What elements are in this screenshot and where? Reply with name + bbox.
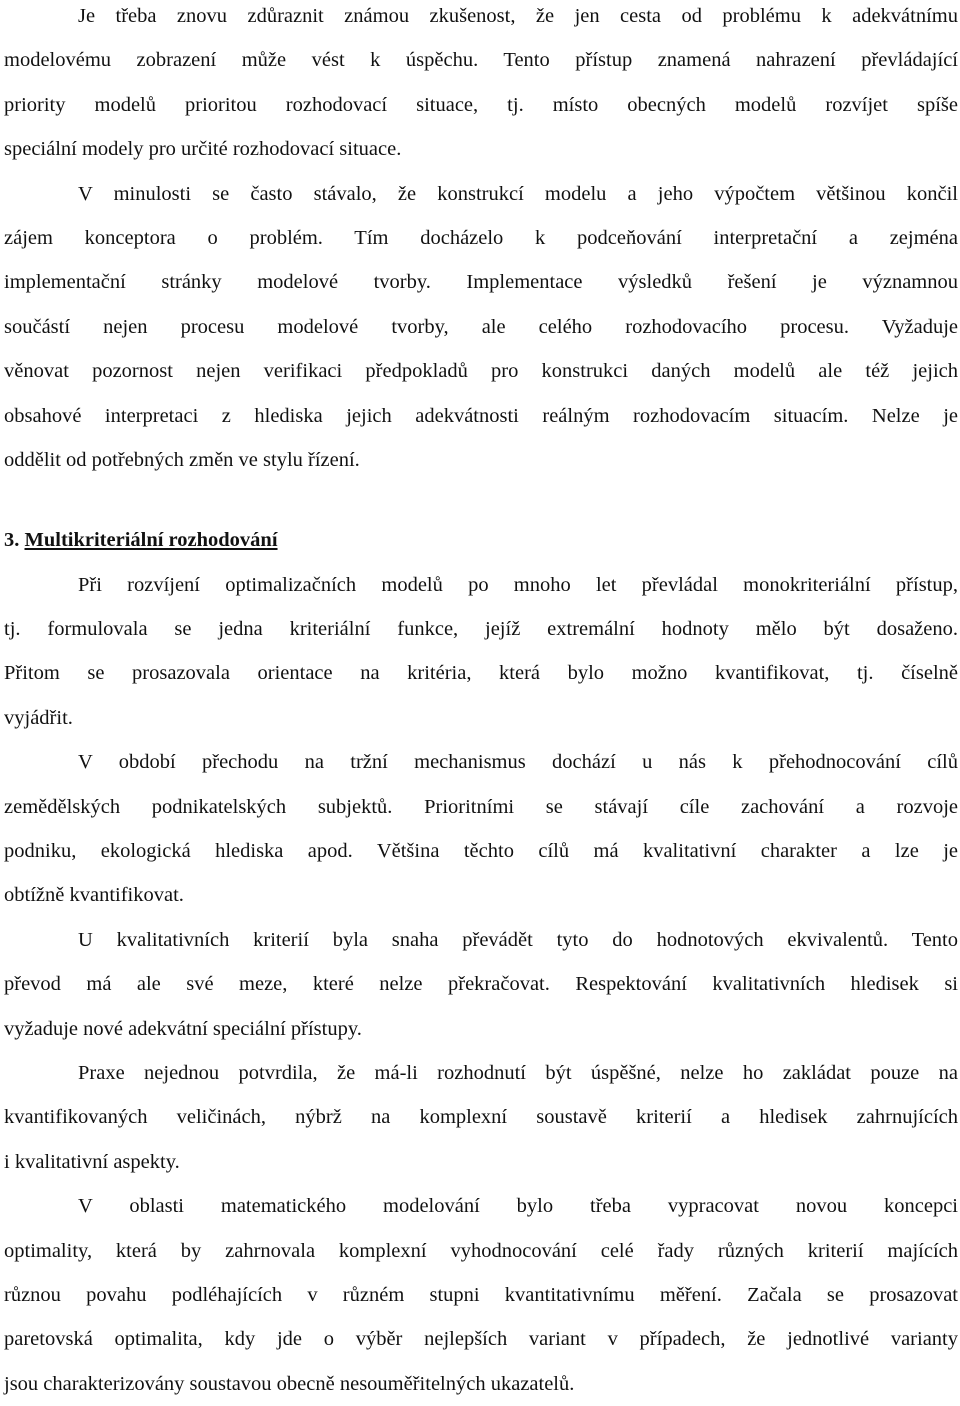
text-line: vyžaduje nové adekvátní speciální přístupy. [4, 1017, 362, 1040]
text-line: vyjádřit. [4, 706, 73, 729]
paragraph-past [4, 172, 958, 483]
paragraph-transition [4, 740, 958, 918]
document-page [4, 0, 958, 1406]
text-line: paretovská optimalita, kdy jde o výběr nejlepších variant v případech, že jednotlivé varianty [4, 1328, 958, 1351]
section-heading [4, 518, 958, 562]
paragraph-optim [4, 563, 958, 741]
text-line: tj. formulovala se jedna kriteriální funkce, jejíž extremální hodnoty mělo být dosaženo. [4, 618, 958, 641]
text-line: obsahové interpretaci z hlediska jejich adekvátnosti reálným rozhodovacím situacím. Nelze je [4, 404, 958, 427]
text-line: kvantifikovaných veličinách, nýbrž na komplexní soustavě kriterií a hledisek zahrnujících [4, 1106, 958, 1129]
text-line: oddělit od potřebných změn ve stylu řízení. [4, 448, 360, 471]
text-line: speciální modely pro určité rozhodovací situace. [4, 138, 402, 161]
paragraph-qualitative [4, 918, 958, 1051]
text-line: i kvalitativní aspekty. [4, 1150, 180, 1173]
text-line: modelovému zobrazení může vést k úspěchu. Tento přístup znamená nahrazení převládající [4, 49, 958, 72]
text-line: jsou charakterizovány soustavou obecně nesouměřitelných ukazatelů. [4, 1372, 575, 1395]
text-line: U kvalitativních kriterií byla snaha převádět tyto do hodnotových ekvivalentů. Tento [78, 928, 958, 951]
text-line: obtížně kvantifikovat. [4, 884, 184, 907]
text-line: priority modelů prioritou rozhodovací situace, tj. místo obecných modelů rozvíjet spíše [4, 93, 958, 116]
text-line: různou povahu podléhajících v různém stupni kvantitativnímu měření. Začala se prosazovat [4, 1283, 958, 1306]
text-line: Při rozvíjení optimalizačních modelů po mnoho let převládal monokriteriální přístup, [78, 573, 958, 596]
text-line: implementační stránky modelové tvorby. Implementace výsledků řešení je významnou [4, 271, 958, 294]
paragraph-practice [4, 1051, 958, 1184]
text-line: věnovat pozornost nejen verifikaci předpokladů pro konstrukci daných modelů ale též jejich [4, 360, 958, 383]
text-line: V minulosti se často stávalo, že konstrukcí modelu a jeho výpočtem většinou končil [78, 182, 958, 205]
paragraph-intro [4, 0, 958, 172]
text-line: podniku, ekologická hlediska apod. Většina těchto cílů má kvalitativní charakter a lze je [4, 840, 958, 863]
section-title: Multikriteriální rozhodování [24, 529, 278, 552]
text-line: V oblasti matematického modelování bylo třeba vypracovat novou koncepci [78, 1195, 958, 1218]
section-number: 3. [4, 529, 20, 552]
text-line: převod má ale své meze, které nelze překračovat. Respektování kvalitativních hledisek si [4, 973, 958, 996]
text-line: zemědělských podnikatelských subjektů. Prioritními se stávají cíle zachování a rozvoje [4, 795, 958, 818]
text-line: Je třeba znovu zdůraznit známou zkušenost, že jen cesta od problému k adekvátnímu [78, 5, 958, 27]
text-line: optimality, která by zahrnovala komplexní vyhodnocování celé řady různých kriterií majících [4, 1239, 958, 1262]
text-line: Přitom se prosazovala orientace na kritéria, která bylo možno kvantifikovat, tj. číselně [4, 662, 958, 685]
text-line: zájem konceptora o problém. Tím docházelo k podceňování interpretační a zejména [4, 226, 958, 249]
text-line: V období přechodu na tržní mechanismus dochází u nás k přehodnocování cílů [78, 751, 958, 774]
text-line: Praxe nejednou potvrdila, že má-li rozhodnutí být úspěšné, nelze ho zakládat pouze na [78, 1061, 958, 1084]
paragraph-math [4, 1184, 958, 1406]
text-line: součástí nejen procesu modelové tvorby, ale celého rozhodovacího procesu. Vyžaduje [4, 315, 958, 338]
